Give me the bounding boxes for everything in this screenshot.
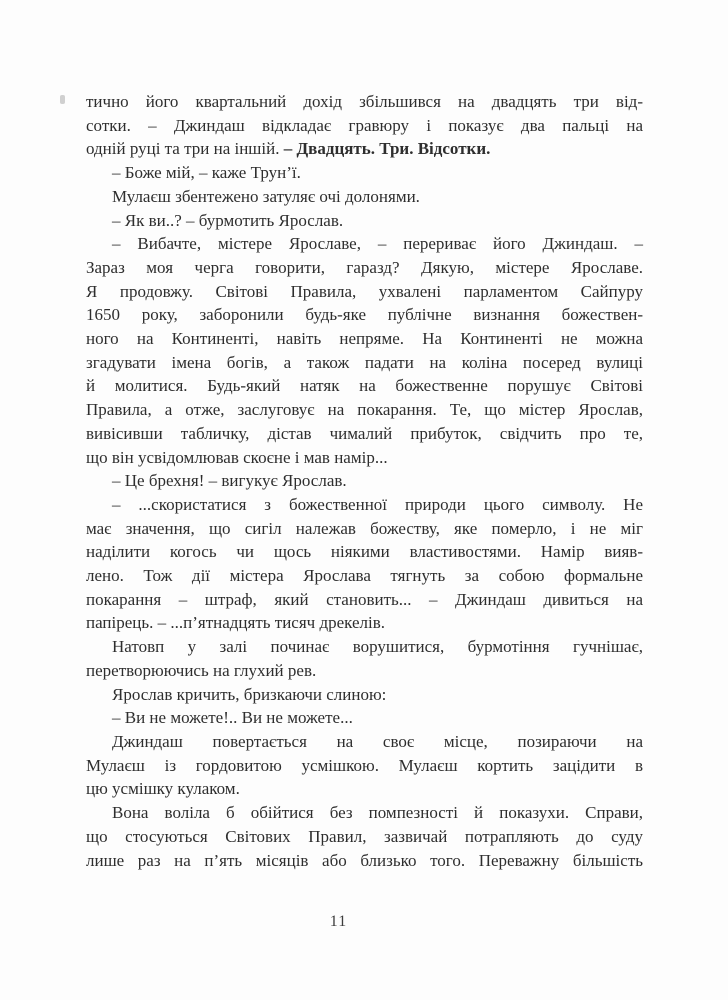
text-line: – Як ви..? – бурмотить Ярослав. [112, 210, 344, 230]
text-line: одній руці та три на іншій. – Двадцять. Три. Відсотки. [86, 139, 491, 159]
text-line: папірець. – ...п’ятнадцять тисяч дрекелів. [86, 613, 386, 633]
text-line: – Боже мій, – каже Трун’ї. [112, 163, 301, 183]
text-line: наділити когось чи щось ніякими властивостями. Намір вияв- [86, 542, 643, 562]
page-text-block [86, 90, 643, 872]
text-line: лише раз на п’ять місяців або близько того. Переважну більшість [86, 850, 643, 870]
text-line: що стосуються Світових Правил, зазвичай потрапляють до суду [86, 826, 643, 846]
text-line: Мулаєш із гордовитою усмішкою. Мулаєш кортить зацідити в [86, 755, 643, 775]
text-line: ного на Континенті, навіть непряме. На Континенті не можна [86, 329, 643, 349]
text-line: перетворюючись на глухий рев. [86, 660, 317, 680]
text-line: Я продовжу. Світові Правила, ухвалені парламентом Сайпуру [86, 281, 643, 301]
text-line: що він усвідомлював скоєне і мав намір... [86, 447, 388, 467]
page-number: 11 [329, 913, 348, 930]
text-line: покарання – штраф, який становить... – Джиндаш дивиться на [86, 589, 643, 609]
text-line: Джиндаш повертається на своє місце, позираючи на [112, 731, 643, 751]
bold-text: – Двадцять. Три. Відсотки. [283, 139, 491, 159]
text-line: вивісивши табличку, дістав чималий прибуток, свідчить про те, [86, 423, 643, 443]
text-line: Зараз моя черга говорити, гаразд? Дякую, містере Ярославе. [86, 257, 643, 277]
text-line: – ...скористатися з божественної природи цього символу. Не [112, 494, 643, 514]
text-line: тично його квартальний дохід збільшився на двадцять три від- [86, 92, 643, 111]
text-line: Мулаєш збентежено затуляє очі долонями. [112, 186, 420, 206]
scan-speck [60, 95, 65, 104]
text-line: Вона воліла б обійтися без помпезності й показухи. Справи, [112, 803, 643, 823]
text-line: 1650 року, заборонили будь-яке публічне визнання божествен- [86, 305, 643, 325]
text-line: згадувати імена богів, а також падати на коліна посеред вулиці [86, 352, 643, 372]
text-line: Натовп у залі починає ворушитися, бурмотіння гучнішає, [112, 637, 643, 657]
text-line: цю усмішку кулаком. [86, 779, 240, 799]
text-line: має значення, що сигіл належав божеству, яке померло, і не міг [86, 518, 643, 538]
text-line: й молитися. Будь-який натяк на божественне порушує Світові [86, 376, 643, 396]
text-line: сотки. – Джиндаш відкладає гравюру і показує два пальці на [86, 115, 643, 135]
text-line: – Вибачте, містере Ярославе, – перериває його Джиндаш. – [112, 234, 643, 254]
text-line: лено. Тож дії містера Ярослава тягнуть за собою формальне [86, 566, 643, 586]
text-line: Ярослав кричить, бризкаючи слиною: [112, 684, 387, 704]
text-line: Правила, а отже, заслуговує на покарання. Те, що містер Ярослав, [86, 400, 643, 420]
text-line: – Це брехня! – вигукує Ярослав. [112, 471, 347, 491]
text-line: – Ви не можете!.. Ви не можете... [112, 708, 353, 728]
